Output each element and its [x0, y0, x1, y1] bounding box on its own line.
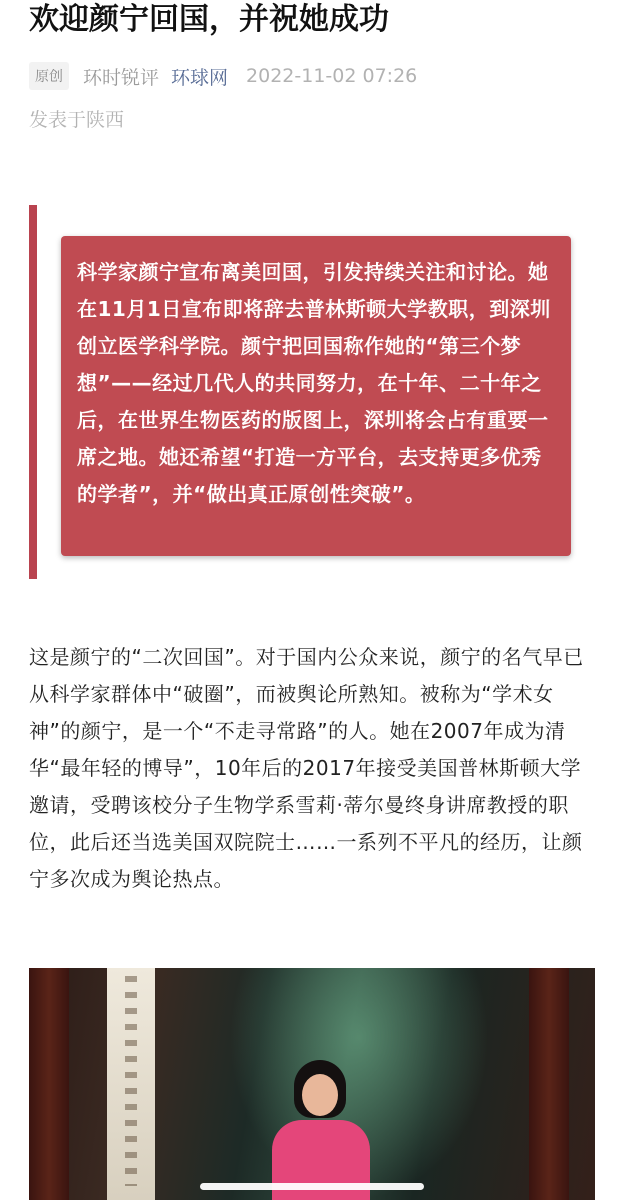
- article-photo[interactable]: [29, 968, 595, 1200]
- article-paragraph: 这是颜宁的“二次回国”。对于国内公众来说，颜宁的名气早已从科学家群体中“破圈”，而被舆论所熟知。被称为“学术女神”的颜宁，是一个“不走寻常路”的人。她在2007年成为清华“最年轻的博导”，10年后的2017年接受美国普林斯顿大学邀请，受聘该校分子生物学系雪莉·蒂尔曼终身讲席教授的职位，此后还当选美国双院院士……一系列不平凡的经历，让颜宁多次成为舆论热点。: [29, 645, 584, 891]
- summary-quote-box: 科学家颜宁宣布离美回国，引发持续关注和讨论。她在11月1日宣布即将辞去普林斯顿大学教职，到深圳创立医学科学院。颜宁把回国称作她的“第三个梦想”——经过几代人的共同努力，在十年、二十年之后，在世界生物医药的版图上，深圳将会占有重要一席之地。她还希望“打造一方平台，去支持更多优秀的学者”，并“做出真正原创性突破”。: [61, 236, 571, 556]
- home-indicator[interactable]: [200, 1183, 424, 1190]
- stage-column: [29, 968, 69, 1200]
- calligraphy-characters: [125, 976, 137, 1186]
- quote-accent-bar: [29, 205, 37, 579]
- publish-time: 2022-11-02 07:26: [246, 65, 418, 87]
- article-title: 欢迎颜宁回国，并祝她成功: [29, 2, 389, 37]
- publish-location: 发表于陕西: [29, 109, 125, 131]
- article-meta: [29, 60, 417, 92]
- original-badge: 原创: [29, 62, 69, 90]
- speaker-face: [302, 1074, 338, 1116]
- author-name: 环时锐评: [83, 66, 160, 89]
- stage-column: [529, 968, 569, 1200]
- speaker-figure: [266, 1060, 376, 1200]
- account-link[interactable]: 环球网: [171, 66, 229, 89]
